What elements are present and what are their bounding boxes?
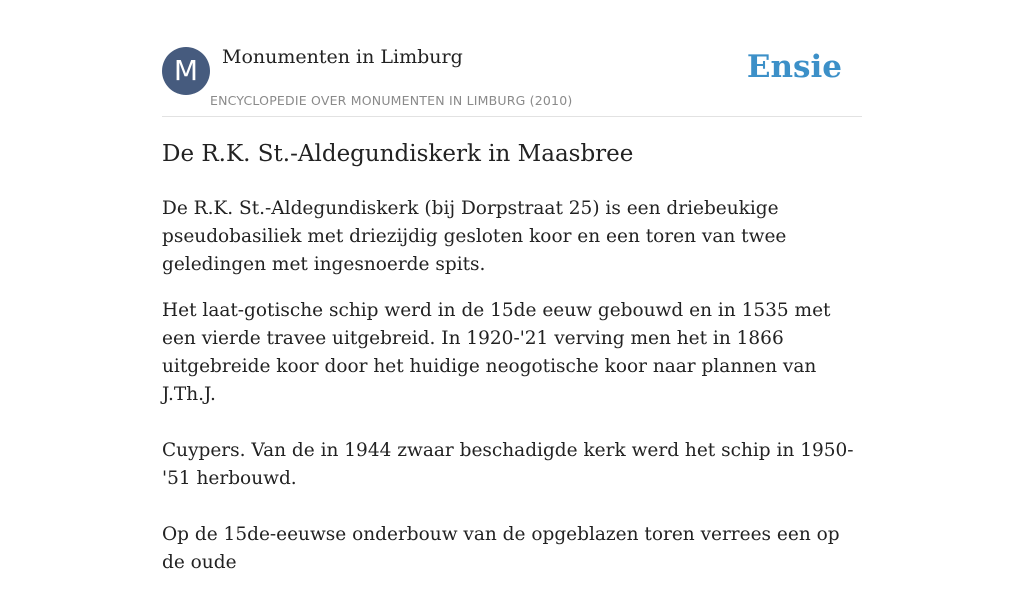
article-paragraph-4: Op de 15de-eeuwse onderbouw van de opgeblazen toren verrees een op de oude (162, 524, 840, 573)
source-avatar[interactable]: M (162, 47, 210, 95)
article (162, 138, 864, 595)
source-header (162, 46, 862, 117)
source-subtitle: ENCYCLOPEDIE OVER MONUMENTEN IN LIMBURG (2010) (210, 93, 573, 108)
article-paragraph-1: De R.K. St.-Aldegundiskerk (bij Dorpstraat 25) is een driebeukige pseudobasiliek met driezijdig gesloten koor en een toren van twee geledingen met ingesnoerde spits. (162, 198, 787, 275)
article-paragraph-2: Het laat-gotische schip werd in de 15de eeuw gebouwd en in 1535 met een vierde travee uitgebreid. In 1920-'21 verving men het in 1866 uitgebreide koor door het huidige neogotische koor naar plannen van J.Th.J. (162, 300, 831, 405)
source-title[interactable]: Monumenten in Limburg (222, 46, 463, 68)
article-paragraph-3: Cuypers. Van de in 1944 zwaar beschadigde kerk werd het schip in 1950-'51 herbouwd. (162, 440, 854, 489)
article-title: De R.K. St.-Aldegundiskerk in Maasbree (162, 141, 634, 167)
ensie-logo-link[interactable]: Ensie (746, 49, 842, 85)
